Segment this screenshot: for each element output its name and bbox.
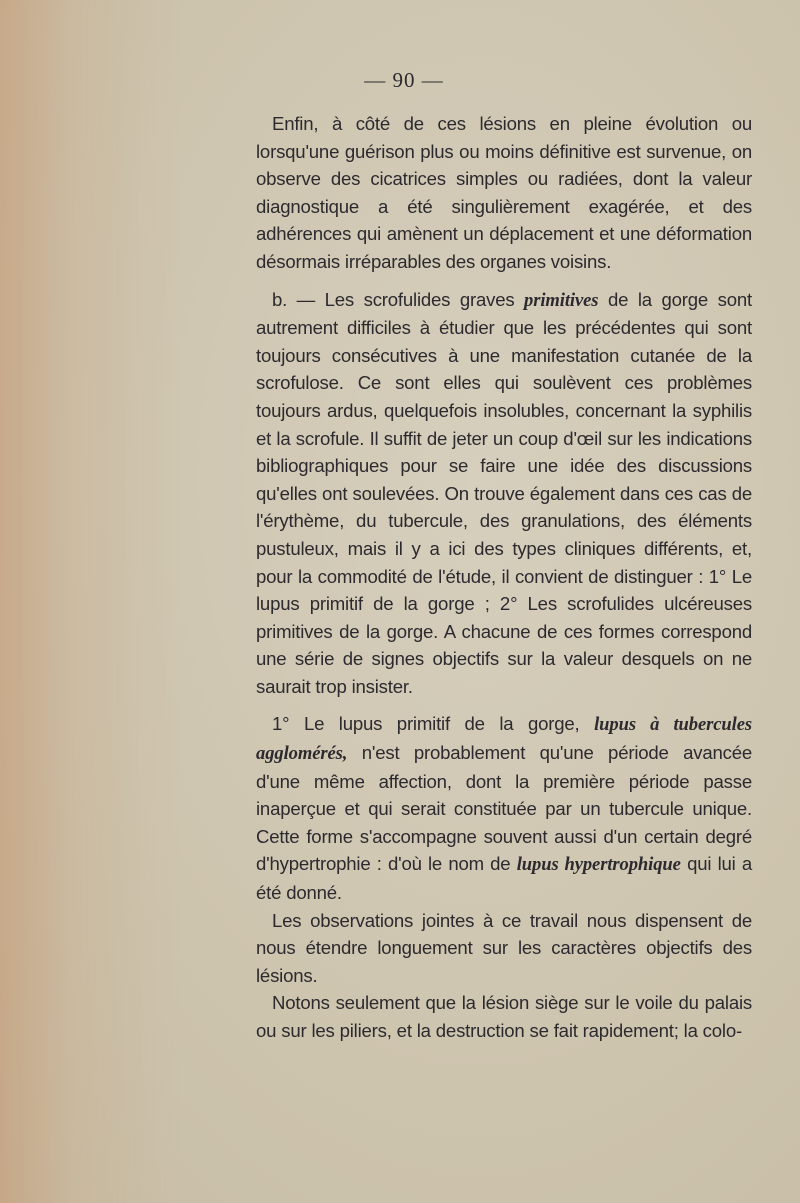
paragraph-2-text-a: b. — Les scrofulides graves: [272, 288, 525, 310]
paragraph-3-italic-b: lupus hypertrophique: [516, 854, 681, 876]
paragraph-2: [256, 286, 752, 701]
paragraph-4-text: Les observations jointes à ce travail nous dispensent de nous étendre longuement sur les caractères objectifs des lésions.: [256, 909, 752, 986]
paragraph-3-text-a: 1° Le lupus primitif de la gorge,: [272, 713, 595, 735]
paragraph-3-italic-a: lupus à tubercules agglomérés,: [256, 714, 752, 765]
paragraph-4: [256, 907, 752, 990]
paragraph-2-text-b: de la gorge sont autrement difficiles à étudier que les précédentes qui sont toujours consécutives à une manifestation cutanée de la scrofulose. Ce sont elles qui soulèvent ces problèmes toujours ardus, quelquefois insolubles, concernant la syphilis et la scrofule. Il suffit de jeter un coup d'œil sur les indications bibliographiques pour se faire une idée des discussions qu'elles ont soulevées. On trouve également dans ces cas de l'érythème, du tubercule, des granulations, des éléments pustuleux, mais il y a ici des types cliniques différents, et, pour la commodité de l'étude, il convient de distinguer : 1° Le lupus primitif de la gorge ; 2° Les scrofulides ulcéreuses primitives de la gorge. A chacune de ces formes correspond une série de signes objectifs sur la valeur desquels on ne saurait trop insister.: [256, 288, 752, 697]
paragraph-3-text-c: qui lui a été donné.: [256, 853, 752, 904]
paragraph-2-italic: primitives: [524, 289, 599, 311]
paragraph-5: [256, 989, 752, 1044]
body-text: [256, 110, 752, 1045]
paragraph-5-text: Notons seulement que la lésion siège sur le voile du palais ou sur les piliers, et la destruction se fait rapidement; la colo-: [256, 992, 752, 1041]
paragraph-3-text-b: n'est probablement qu'une période avancée d'une même affection, dont la première période passe inaperçue et qui serait constituée par un tubercule unique. Cette forme s'accompagne souvent aussi d'un certain degré d'hypertrophie : d'où le nom de: [256, 742, 752, 875]
paragraph-1: [256, 110, 752, 276]
page-number: — 90 —: [364, 68, 444, 92]
paragraph-1-text: Enfin, à côté de ces lésions en pleine évolution ou lorsqu'une guérison plus ou moins définitive est survenue, on observe des cicatrices simples ou radiées, dont la valeur diagnostique a été singulièrement exagérée, et des adhérences qui amènent un déplacement et une déformation désormais irréparables des organes voisins.: [256, 113, 752, 272]
paragraph-3: [256, 710, 752, 906]
